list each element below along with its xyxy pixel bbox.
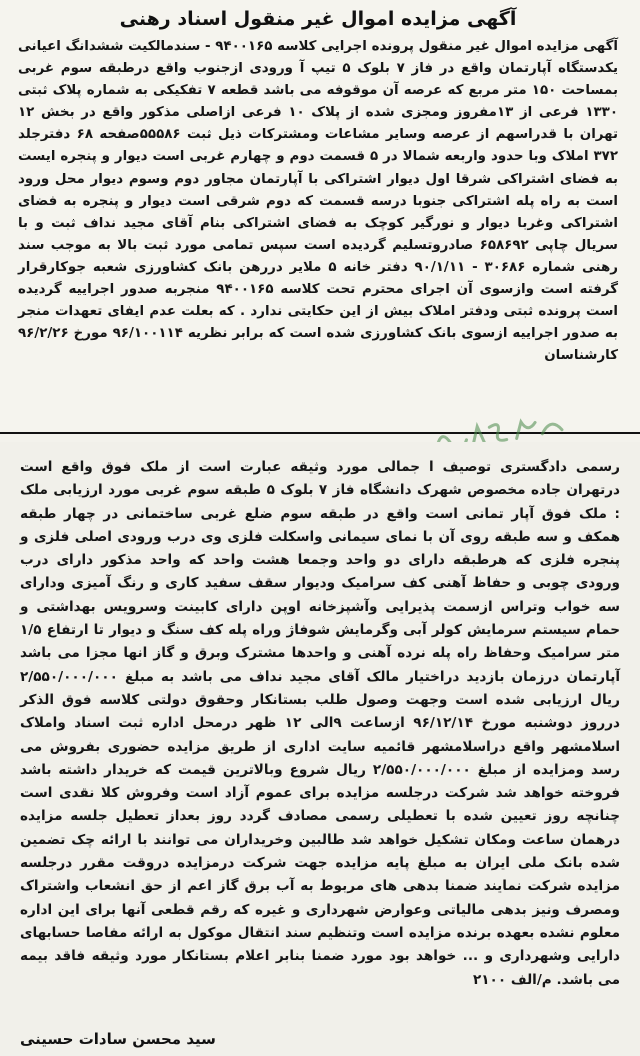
notice-lower-section [0, 442, 640, 1056]
notice-title: آگهی مزایده اموال غیر منقول اسناد رهنی [119, 8, 517, 30]
notice-lower-paragraph: رسمی دادگستری توصیف ا جمالی مورد وثیقه عبارت است از ملک فوق واقع است درتهران جاده مخصوص شهرک دانشگاه فاز ۷ بلوک ۵ طبقه سوم غربی مورد ارزیابی ملک : ملک فوق آپار تمانی است واقع در طبقه سوم ضلع غربی ساختمانی در چهار طبقه همکف و سه طبقه روی آن با نمای سیمانی واسکلت فلزی وی درب ورودی اصلی فلزی و پنجره فلزی که هرطبقه دارای دو واحد وجمعا هشت واحد که واحد مذکور دارای درب ورودی چوبی و حفاظ آهنی کف سرامیک ودیوار سقف سفید کاری و رنگ آمیزی ودارای سه خواب وتراس ازسمت پذیرایی وآشپزخانه اوپن دارای کابینت وسرویس بهداشتی و حمام سیستم سرمایش کولر آبی وگرمایش شوفاژ وراه پله کف سنگ و دیوار تا ارتفاع ۱/۵ متر سرامیک وحفاظ راه پله نرده آهنی و واحدها مشترک وبرق و گاز انها مجزا می باشد آپارتمان درزمان بازدید دراختیار مالک آقای مجید نداف می باشد به مبلغ ۲/۵۵۰/۰۰۰/۰۰۰ ریال ارزیابی شده است وجهت وصول طلب بستانکار وحقوق دولتی کلاسه فوق الذکر درروز دوشنبه مورخ ۹۶/۱۲/۱۴ ازساعت ۹الی ۱۲ ظهر درمحل اداره ثبت اسناد واملاک اسلامشهر واقع دراسلامشهر قائمیه سایت اداری از طریق مزایده حضوری بفروش می رسد ومزایده از مبلغ ۲/۵۵۰/۰۰۰/۰۰۰ ریال شروع وبالاترین قیمت که خریدار داشته باشد فروخته خواهد شد شرکت درجلسه مزایده برای عموم آزاد است وفروش کلا نقدی است چنانچه روز تعیین شده با تعطیلی رسمی مصادف گردد روز بعداز تعطیل جلسه مزایده درهمان ساعت ومکان تشکیل خواهد شد طالبین وخریداران می توانند با ارائه چک تضمین شده بانک ملی ایران به مبلغ پایه مزایده جهت شرکت درمزایده دروقت مقرر درجلسه مزایده شرکت نمایند ضمنا بدهی های مربوط به آب برق گاز اعم از حق انشعاب واشتراک ومصرف ونیز بدهی مالیاتی وعوارض شهرداری و غیره که رقم قطعی آنها برای این اداره معلوم نشده بعهده برنده مزایده است وتنظیم سند انتقال موکول به ارائه مفاصا حسابهای دارایی وشهرداری و ... خواهد بود مورد ضمنا بنابر اعلام بستانکار مورد وثیقه فاقد بیمه می باشد. م/الف ۲۱۰۰ [20, 459, 621, 988]
signature-name: سید محسن سادات حسینی [20, 1030, 216, 1048]
notice-upper-section [0, 0, 640, 430]
notice-upper-paragraph: آگهی مزایده اموال غیر منقول پرونده اجرایی کلاسه ۹۴۰۰۱۶۵ - سندمالکیت ششدانگ اعیانی یکدستگاه آپارتمان واقع در فاز ۷ بلوک ۵ تیپ آ ورودی ازجنوب واقع درطبقه سوم غربی بمساحت ۱۵۰ متر مربع که عرصه آن موقوفه می باشد قطعه ۷ تفکیکی به شماره پلاک ثبتی ۱۳۳۰ فرعی از ۱۳مفروز ومجزی شده از پلاک ۱۰ فرعی ازاصلی مذکور واقع در بخش ۱۲ تهران با قدراسهم از عرصه وسایر مشاعات ومشترکات ذیل ثبت ۵۵۵۸۶صفحه ۶۸ دفترجلد ۳۷۲ املاک وبا حدود واربعه شمالا در ۵ قسمت دوم و چهارم غربی است دیوار و پنجره ایست به فضای اشتراکی شرقا اول دیوار اشتراکی با آپارتمان مجاور دوم وسوم دیوار محل ورود است به راه پله اشتراکی جنوبا درسه قسمت که دوم شرقی است دیوار و پنجره به فضای اشتراکی وغربا دیوار و نورگیر کوچک به فضای اشتراکی بنام آقای مجید نداف ثبت و با سریال چاپی ۶۵۸۶۹۲ صادروتسلیم گردیده است سپس تمامی مورد ثبت بالا به موجب سند رهنی شماره ۳۰۶۸۶ - ۹۰/۱/۱۱ دفتر خانه ۵ ملایر دررهن بانک کشاورزی شعبه جوکارقرار گرفته است وازسوی آن اجرای محترم تحت کلاسه ۹۴۰۰۱۶۵ منجربه صدور اجراییه گردیده است پرونده ثبتی ودفتر املاک بیش از این حکایتی ندارد . که بعلت عدم ایفای تعهدات منجر به صدور اجراییه ازسوی بانک کشاورزی شده است که برابر نظریه ۹۶/۱۰۰۱۱۴ مورخ ۹۶/۲/۲۶ کارشناسان [18, 39, 619, 364]
